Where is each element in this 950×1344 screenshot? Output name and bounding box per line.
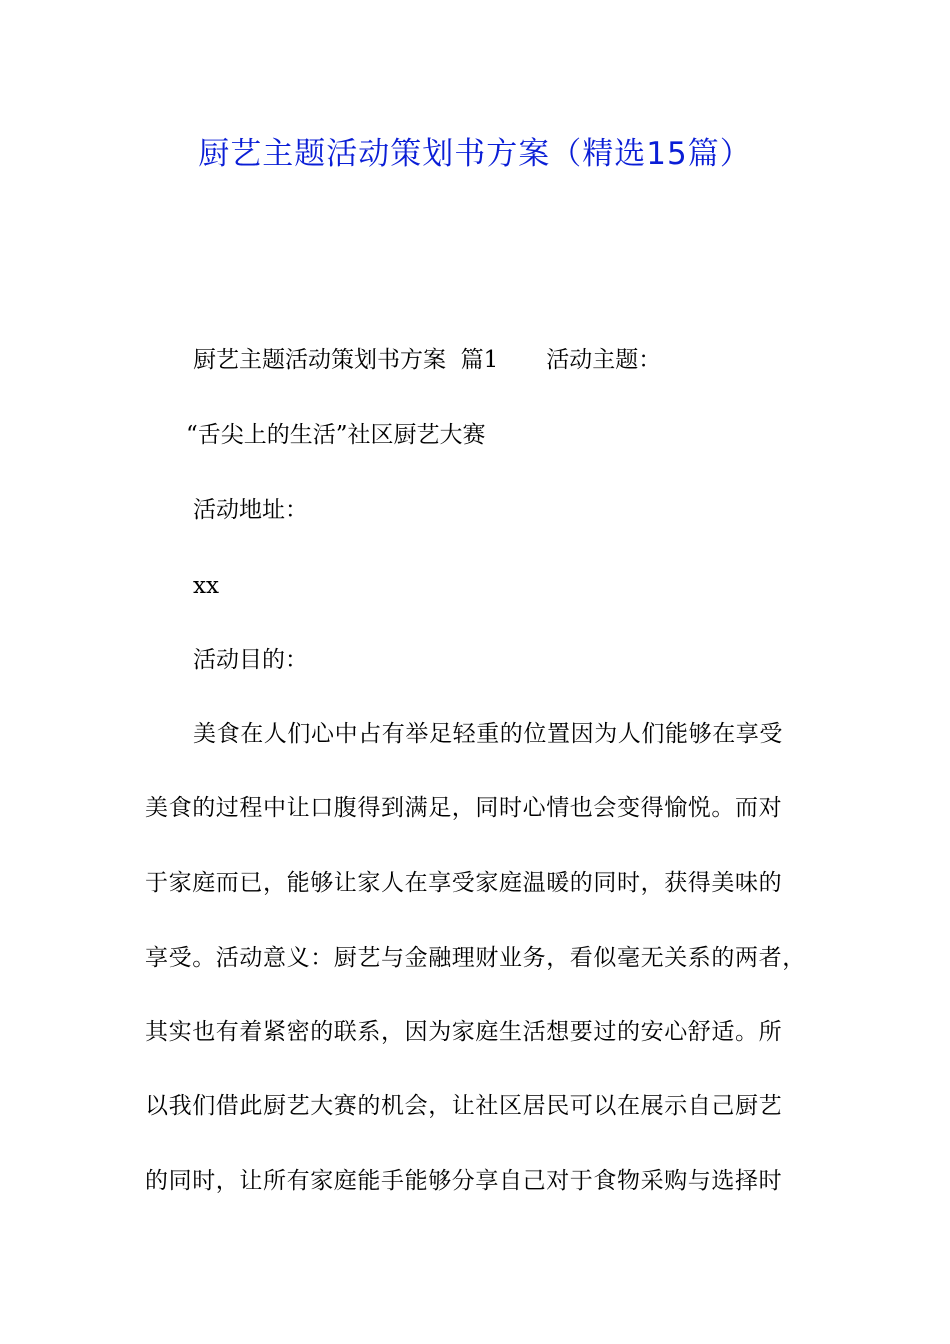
body-line: 以我们借此厨艺大赛的机会，让社区居民可以在展示自己厨艺: [145, 1093, 783, 1119]
theme-label: 活动主题：: [546, 347, 662, 373]
body-line: 美食在人们心中占有举足轻重的位置因为人们能够在享受: [193, 721, 783, 747]
section-part-label: 厨艺主题活动策划书方案 篇1: [193, 347, 499, 373]
body-line: 美食的过程中让口腹得到满足，同时心情也会变得愉悦。而对: [145, 795, 783, 821]
body-line: 的同时，让所有家庭能手能够分享自己对于食物采购与选择时: [145, 1168, 783, 1194]
body-line: 于家庭而已，能够让家人在享受家庭温暖的同时，获得美味的: [145, 870, 783, 896]
body-line: 享受。活动意义：厨艺与金融理财业务，看似毫无关系的两者，: [145, 945, 806, 971]
address-value: xx: [193, 573, 219, 599]
section-heading: [193, 345, 661, 375]
theme-value: “舌尖上的生活”社区厨艺大赛: [186, 422, 486, 448]
address-label: 活动地址：: [193, 497, 308, 523]
body-line: 其实也有着紧密的联系，因为家庭生活想要过的安心舒适。所: [145, 1019, 783, 1045]
purpose-label: 活动目的：: [193, 647, 308, 673]
document-title: 厨艺主题活动策划书方案（精选15篇）: [198, 136, 752, 172]
